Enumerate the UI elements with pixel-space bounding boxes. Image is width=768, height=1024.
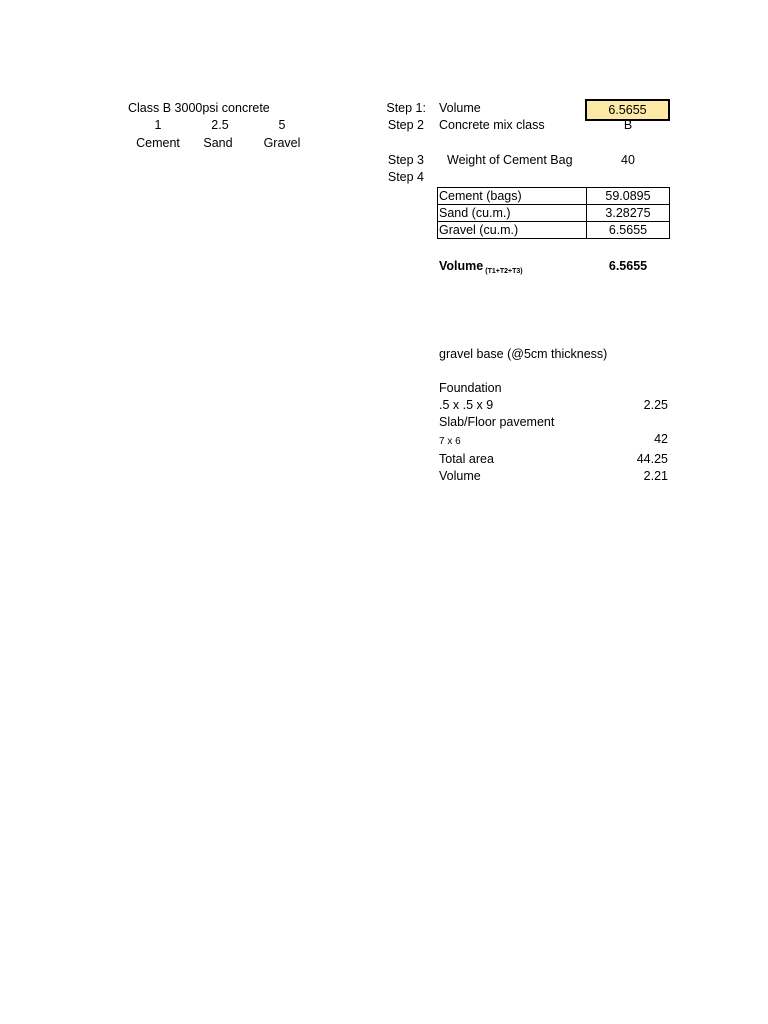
material-gravel: Gravel bbox=[263, 136, 301, 150]
step3-value: 40 bbox=[621, 153, 635, 167]
cement-bags-label: Cement (bags) bbox=[438, 188, 587, 205]
gravel-volume-label: Volume bbox=[439, 469, 481, 483]
step2-value: B bbox=[623, 118, 633, 132]
step2-name: Concrete mix class bbox=[439, 118, 545, 132]
gravel-label: Gravel (cu.m.) bbox=[438, 222, 587, 239]
foundation-dims: .5 x .5 x 9 bbox=[439, 398, 494, 412]
step3-label: Step 3 bbox=[387, 153, 424, 167]
ratio-cement: 1 bbox=[154, 118, 162, 132]
mix-title: Class B 3000psi concrete bbox=[128, 101, 270, 115]
volume-total-label bbox=[439, 259, 523, 276]
material-cement: Cement bbox=[136, 136, 180, 150]
slab-value: 42 bbox=[654, 432, 668, 446]
foundation-value: 2.25 bbox=[643, 398, 668, 412]
step2-label: Step 2 bbox=[387, 118, 424, 132]
slab-dims: 7 x 6 bbox=[439, 436, 461, 447]
foundation-label: Foundation bbox=[439, 381, 502, 395]
step1-label: Step 1: bbox=[386, 101, 426, 115]
gravel-base-title: gravel base (@5cm thickness) bbox=[439, 347, 608, 361]
total-area-label: Total area bbox=[439, 452, 494, 466]
table-row bbox=[438, 205, 670, 222]
gravel-value: 6.5655 bbox=[587, 222, 670, 239]
volume-total-subscript: (T1+T2+T3) bbox=[485, 268, 523, 275]
results-table bbox=[437, 187, 670, 239]
sand-label: Sand (cu.m.) bbox=[438, 205, 587, 222]
step1-name: Volume bbox=[439, 101, 481, 115]
table-row bbox=[438, 222, 670, 239]
sand-value: 3.28275 bbox=[587, 205, 670, 222]
volume-total-value: 6.5655 bbox=[608, 259, 648, 273]
table-row bbox=[438, 188, 670, 205]
ratio-gravel: 5 bbox=[278, 118, 286, 132]
volume-total-text: Volume bbox=[439, 259, 484, 273]
step4-label: Step 4 bbox=[387, 170, 424, 184]
material-sand: Sand bbox=[203, 136, 233, 150]
ratio-sand: 2.5 bbox=[211, 118, 229, 132]
total-area-value: 44.25 bbox=[636, 452, 668, 466]
gravel-volume-value: 2.21 bbox=[643, 469, 668, 483]
cement-bags-value: 59.0895 bbox=[587, 188, 670, 205]
slab-label: Slab/Floor pavement bbox=[439, 415, 555, 429]
volume-input-cell[interactable]: 6.5655 bbox=[585, 99, 670, 121]
step3-name: Weight of Cement Bag bbox=[447, 153, 573, 167]
